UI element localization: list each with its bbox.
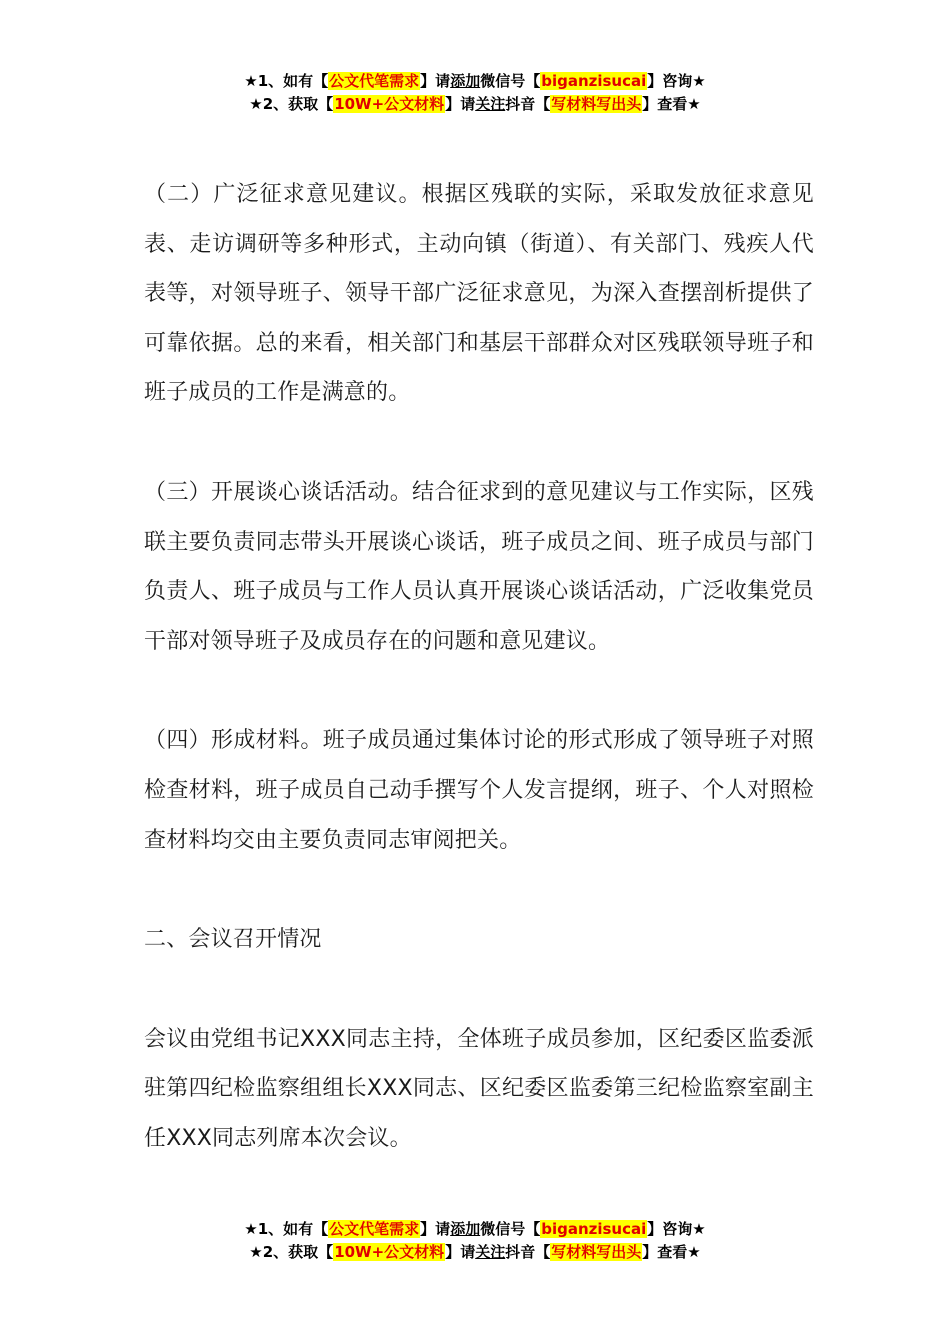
header-banner: [0, 70, 950, 116]
footer-line-1-highlight-2: biganzisucai: [541, 1220, 647, 1238]
paragraph-form-materials: （四）形成材料。班子成员通过集体讨论的形式形成了领导班子对照检查材料，班子成员自己动手撰写个人发言提纲，班子、个人对照检查材料均交由主要负责同志审阅把关。: [144, 728, 814, 853]
footer-line-1-mid-2: 微信号【: [480, 1220, 541, 1238]
footer-line-1-highlight-1: 公文代笔需求: [329, 1220, 420, 1238]
footer-line-1-suffix: 】咨询★: [647, 1220, 706, 1238]
header-line-1-mid-1: 】请: [420, 72, 451, 90]
header-line-1-prefix: ★1、如有【: [244, 72, 329, 90]
footer-line-1-underline: 添加: [450, 1220, 481, 1238]
header-line-2-highlight-2: 写材料写出头: [551, 95, 642, 113]
header-line-1-underline: 添加: [450, 72, 481, 90]
document-body: [144, 170, 814, 1214]
footer-line-2-highlight-1: 10W+公文材料: [334, 1243, 445, 1261]
header-line-1: [0, 70, 950, 93]
header-line-2-prefix: ★2、获取【: [249, 95, 334, 113]
header-line-2-highlight-1: 10W+公文材料: [334, 95, 445, 113]
header-line-2-mid-2: 抖音【: [505, 95, 551, 113]
footer-line-2-mid-2: 抖音【: [505, 1243, 551, 1261]
footer-line-2-suffix: 】查看★: [642, 1243, 701, 1261]
header-line-2: [0, 93, 950, 116]
footer-line-1-mid-1: 】请: [420, 1220, 451, 1238]
header-line-1-suffix: 】咨询★: [647, 72, 706, 90]
footer-line-2-highlight-2: 写材料写出头: [551, 1243, 642, 1261]
header-line-2-suffix: 】查看★: [642, 95, 701, 113]
footer-line-2: [0, 1241, 950, 1264]
footer-line-2-underline: 关注: [475, 1243, 506, 1261]
header-line-1-highlight-1: 公文代笔需求: [329, 72, 420, 90]
footer-line-2-prefix: ★2、获取【: [249, 1243, 334, 1261]
footer-line-2-mid-1: 】请: [445, 1243, 476, 1261]
header-line-2-mid-1: 】请: [445, 95, 476, 113]
paragraph-meeting-attendance: 会议由党组书记XXX同志主持，全体班子成员参加，区纪委区监委派驻第四纪检监察组组长XXX同志、区纪委区监委第三纪检监察室副主任XXX同志列席本次会议。: [144, 1026, 814, 1151]
section-heading-meeting: 二、会议召开情况: [144, 927, 322, 953]
header-line-1-highlight-2: biganzisucai: [541, 72, 647, 90]
header-line-2-underline: 关注: [475, 95, 506, 113]
paragraph-heart-to-heart-talks: （三）开展谈心谈话活动。结合征求到的意见建议与工作实际，区残联主要负责同志带头开展谈心谈话，班子成员之间、班子成员与部门负责人、班子成员与工作人员认真开展谈心谈话活动，广泛收集党员干部对领导班子及成员存在的问题和意见建议。: [144, 479, 814, 654]
paragraph-solicit-opinions: （二）广泛征求意见建议。根据区残联的实际，采取发放征求意见表、走访调研等多种形式，主动向镇（街道）、有关部门、残疾人代表等，对领导班子、领导干部广泛征求意见，为深入查摆剖析提供了可靠依据。总的来看，相关部门和基层干部群众对区残联领导班子和班子成员的工作是满意的。: [144, 182, 814, 406]
footer-line-1-prefix: ★1、如有【: [244, 1220, 329, 1238]
footer-line-1: [0, 1218, 950, 1241]
header-line-1-mid-2: 微信号【: [480, 72, 541, 90]
footer-banner: [0, 1218, 950, 1264]
